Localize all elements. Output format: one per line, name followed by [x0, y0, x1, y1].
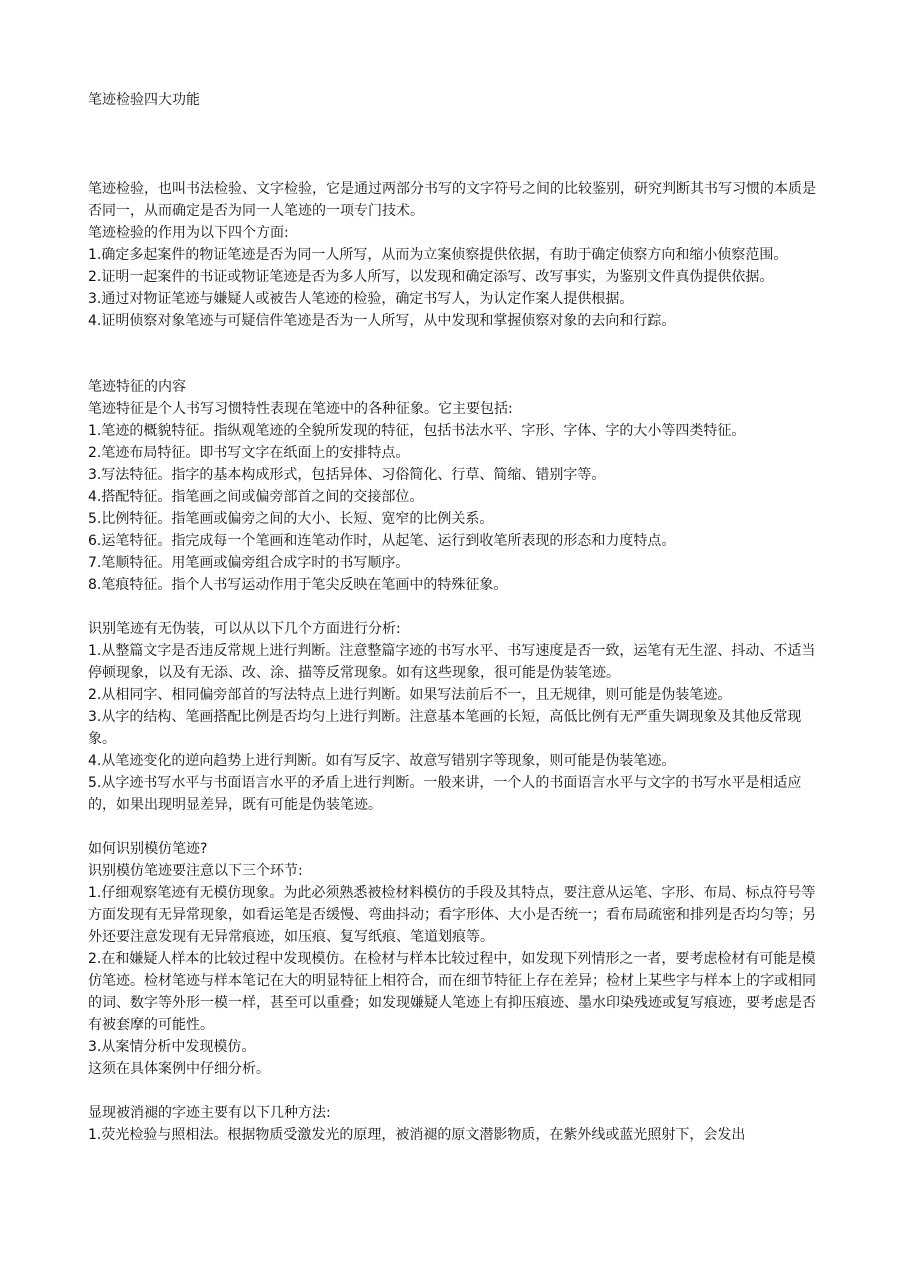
paragraph: 这须在具体案例中仔细分析。 [88, 1061, 270, 1077]
list-item: 3.从案情分析中发现模仿。 [88, 1039, 256, 1055]
list-item: 2.笔迹布局特征。即书写文字在纸面上的安排特点。 [88, 445, 410, 461]
list-item: 4.搭配特征。指笔画之间或偏旁部首之间的交接部位。 [88, 489, 424, 505]
paragraph: 显现被消褪的字迹主要有以下几种方法: [88, 1105, 331, 1121]
paragraph: 识别模仿笔迹要注意以下三个环节: [88, 863, 303, 879]
list-item: 3.从字的结构、笔画搭配比例是否均匀上进行判断。注意基本笔画的长短，高低比例有无严重失调现象及其他反常现象。 [88, 709, 802, 747]
section-heading: 笔迹特征的内容 [88, 379, 186, 395]
paragraph: 识别笔迹有无伪装，可以从以下几个方面进行分析: [88, 621, 401, 637]
list-item: 7.笔顺特征。用笔画或偏旁组合成字时的书写顺序。 [88, 555, 410, 571]
section-features [88, 376, 823, 596]
section-spacer [88, 332, 823, 354]
paragraph: 笔迹特征是个人书写习惯特性表现在笔迹中的各种征象。它主要包括: [88, 401, 513, 417]
list-item: 1.荧光检验与照相法。根据物质受激发光的原理，被消褪的原文潜影物质，在紫外线或蓝光照射下，会发出 [88, 1127, 746, 1143]
section-imitation [88, 838, 823, 1080]
list-item: 2.从相同字、相同偏旁部首的写法特点上进行判断。如果写法前后不一，且无规律，则可能是伪装笔迹。 [88, 687, 732, 703]
list-item: 5.从字迹书写水平与书面语言水平的矛盾上进行判断。一般来讲，一个人的书面语言水平与文字的书写水平是相适应的，如果出现明显差异，既有可能是伪装笔迹。 [88, 775, 802, 813]
list-item: 4.从笔迹变化的逆向趋势上进行判断。如有写反字、故意写错别字等现象，则可能是伪装笔迹。 [88, 753, 676, 769]
section-intro [88, 178, 823, 332]
list-item: 1.从整篇文字是否违反常规上进行判断。注意整篇字迹的书写水平、书写速度是否一致，运笔有无生涩、抖动、不适当停顿现象，以及有无添、改、涂、描等反常现象。如有这些现象，很可能是伪装笔迹。 [88, 643, 816, 681]
section-spacer [88, 354, 823, 376]
paragraph: 笔迹检验，也叫书法检验、文字检验，它是通过两部分书写的文字符号之间的比较鉴别，研究判断其书写习惯的本质是否同一，从而确定是否为同一人笔迹的一项专门技术。 [88, 181, 816, 219]
section-heading: 如何识别模仿笔迹? [88, 841, 208, 857]
section-spacer [88, 1080, 823, 1102]
list-item: 8.笔痕特征。指个人书写运动作用于笔尖反映在笔画中的特殊征象。 [88, 577, 508, 593]
list-item: 1.确定多起案件的物证笔迹是否为同一人所写，从而为立案侦察提供依据，有助于确定侦察方向和缩小侦察范围。 [88, 247, 788, 263]
list-item: 5.比例特征。指笔画或偏旁之间的大小、长短、宽窄的比例关系。 [88, 511, 494, 527]
list-item: 3.通过对物证笔迹与嫌疑人或被告人笔迹的检验，确定书写人，为认定作案人提供根据。 [88, 291, 634, 307]
list-item: 1.笔迹的概貌特征。指纵观笔迹的全貌所发现的特征，包括书法水平、字形、字体、字的大小等四类特征。 [88, 423, 746, 439]
section-spacer [88, 596, 823, 618]
section-disguise [88, 618, 823, 816]
list-item: 4.证明侦察对象笔迹与可疑信件笔迹是否为一人所写，从中发现和掌握侦察对象的去向和行踪。 [88, 313, 676, 329]
list-item: 1.仔细观察笔迹有无模仿现象。为此必须熟悉被检材料模仿的手段及其特点，要注意从运笔、字形、布局、标点符号等方面发现有无异常现象，如看运笔是否缓慢、弯曲抖动；看字形体、大小是否统一；看布局疏密和排列是否均匀等；另外还要注意发现有无异常痕迹，如压痕、复写纸痕、笔道划痕等。 [88, 885, 816, 945]
list-item: 3.写法特征。指字的基本构成形式，包括异体、习俗简化、行草、简缩、错别字等。 [88, 467, 606, 483]
list-item: 2.证明一起案件的书证或物证笔迹是否为多人所写，以发现和确定添写、改写事实，为鉴别文件真伪提供依据。 [88, 269, 774, 285]
document-title: 笔迹检验四大功能 [88, 92, 200, 108]
list-item: 2.在和嫌疑人样本的比较过程中发现模仿。在检材与样本比较过程中，如发现下列情形之一者，要考虑检材有可能是模仿笔迹。检材笔迹与样本笔记在大的明显特征上相符合，而在细节特征上存在差异；检材上某些字与样本上的字或相同的词、数字等外形一模一样，甚至可以重叠；如发现嫌疑人笔迹上有抑压痕迹、墨水印染残迹或复写痕迹，要考虑是否有被套摩的可能性。 [88, 951, 816, 1033]
document-body [88, 178, 823, 1146]
section-faded-writing [88, 1102, 823, 1146]
section-spacer [88, 816, 823, 838]
list-item: 6.运笔特征。指完成每一个笔画和连笔动作时，从起笔、运行到收笔所表现的形态和力度特点。 [88, 533, 676, 549]
paragraph: 笔迹检验的作用为以下四个方面: [88, 225, 289, 241]
